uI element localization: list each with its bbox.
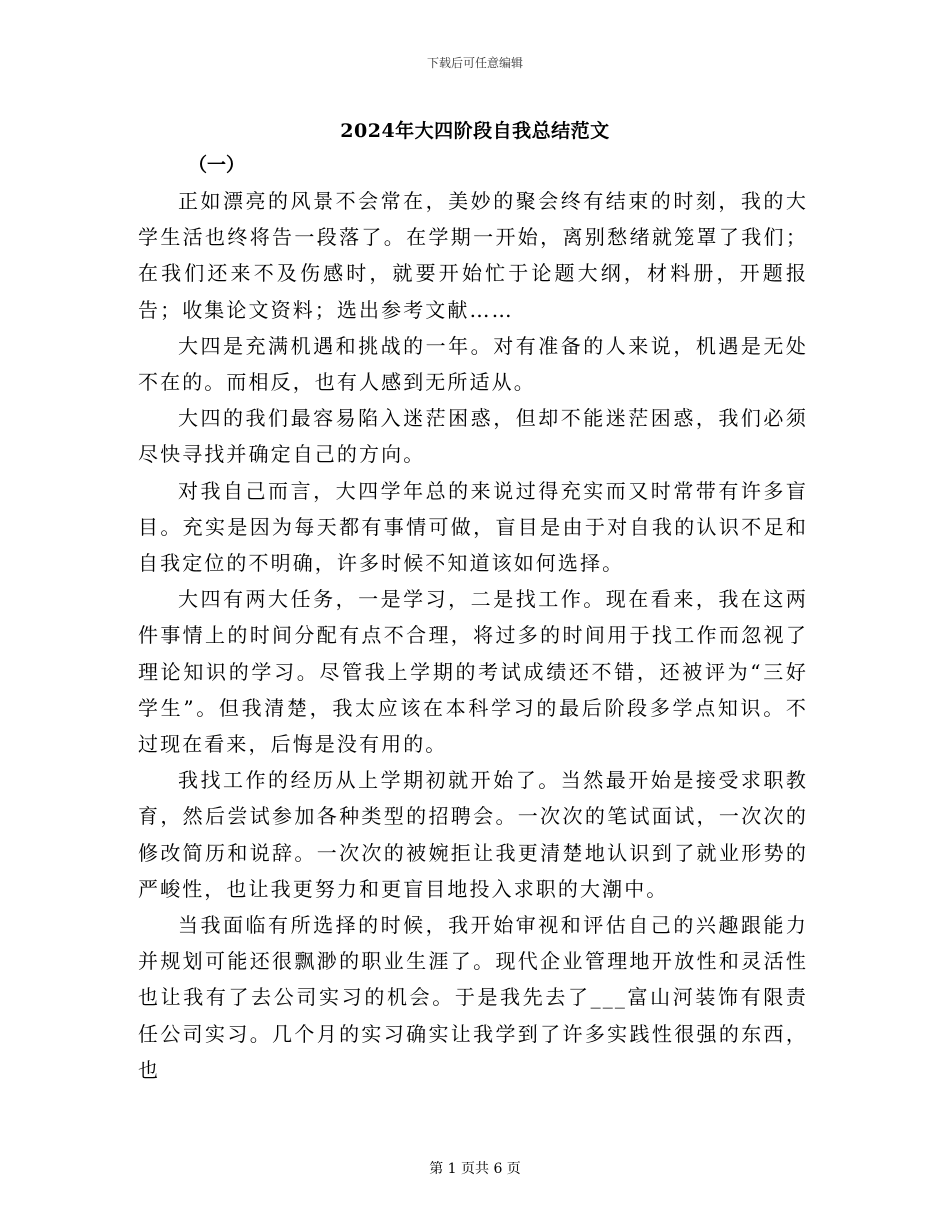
paragraph: 大四的我们最容易陷入迷茫困惑，但却不能迷茫困惑，我们必须尽快寻找并确定自己的方向。 bbox=[138, 406, 808, 467]
document-body bbox=[138, 183, 808, 1088]
paragraph: 大四是充满机遇和挑战的一年。对有准备的人来说，机遇是无处不在的。而相反，也有人感到无所适从。 bbox=[138, 333, 808, 395]
page-number: 第 1 页共 6 页 bbox=[429, 1161, 521, 1177]
header-note: 下载后可任意编辑 bbox=[426, 56, 523, 70]
paragraph: 对我自己而言，大四学年总的来说过得充实而又时常带有许多盲目。充实是因为每天都有事情可做，盲目是由于对自我的认识不足和自我定位的不明确，许多时候不知道该如何选择。 bbox=[138, 478, 808, 576]
paragraph: 大四有两大任务，一是学习，二是找工作。现在看来，我在这两件事情上的时间分配有点不合理，将过多的时间用于找工作而忽视了理论知识的学习。尽管我上学期的考试成绩还不错，还被评为“三好学生”。但我清楚，我太应该在本科学习的最后阶段多学点知识。不过现在看来，后悔是没有用的。 bbox=[138, 587, 808, 757]
paragraph: 正如漂亮的风景不会常在，美妙的聚会终有结束的时刻，我的大学生活也终将告一段落了。在学期一开始，离别愁绪就笼罩了我们；在我们还来不及伤感时，就要开始忙于论题大纲，材料册，开题报告；收集论文资料；选出参考文献…… bbox=[138, 189, 808, 322]
paragraph: 当我面临有所选择的时候，我开始审视和评估自己的兴趣跟能力并规划可能还很飘渺的职业生涯了。现代企业管理地开放性和灵活性也让我有了去公司实习的机会。于是我先去了___富山河装饰有限责任公司实习。几个月的实习确实让我学到了许多实践性很强的东西，也 bbox=[138, 913, 808, 1082]
paragraph: 我找工作的经历从上学期初就开始了。当然最开始是接受求职教育，然后尝试参加各种类型的招聘会。一次次的笔试面试，一次次的修改简历和说辞。一次次的被婉拒让我更清楚地认识到了就业形势的严峻性，也让我更努力和更盲目地投入求职的大潮中。 bbox=[138, 768, 808, 901]
section-heading: （一） bbox=[188, 154, 246, 176]
document-title: 2024年大四阶段自我总结范文 bbox=[340, 120, 610, 142]
